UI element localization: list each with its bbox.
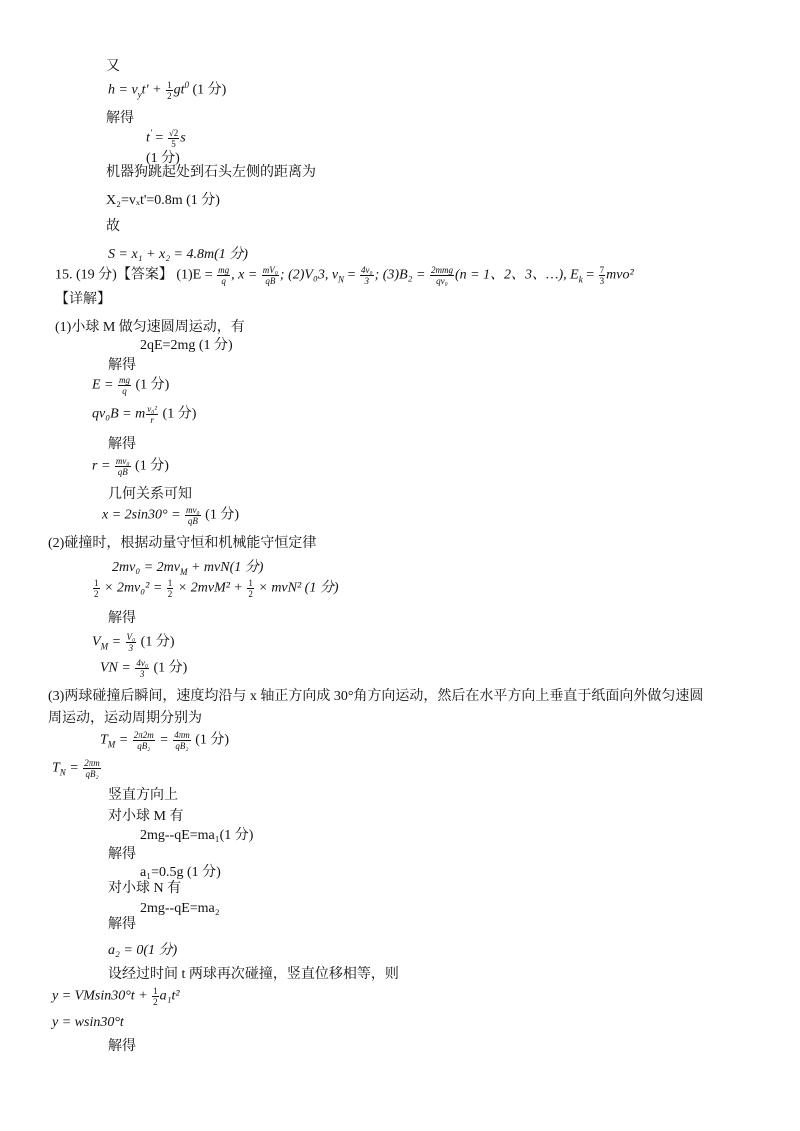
equation-energy: $\frac{1}{2}$ × 2mv₀² = $\frac{1}{2}$ × 2mvM² + $\frac{1}{2}$ × mvN² (1 分) — [94, 578, 339, 599]
text-jiede: 解得 — [106, 111, 134, 126]
equation-h: $h = v_yt'$ + $\frac{1}{2}$ $gt^0$ (1 分) — [108, 80, 227, 101]
text-distance-description: 机器狗跳起处到石头左侧的距离为 — [106, 165, 316, 180]
section-heading-detail: 【详解】 — [55, 292, 111, 307]
text-jiede: 解得 — [108, 358, 136, 373]
equation-y-m: y = VMsin30°t + $\frac{1}{2}$ a₁t² — [52, 986, 180, 1007]
text-ball-m: 对小球 M 有 — [108, 809, 184, 824]
equation-x2: X₂=vₓt'=0.8m (1 分) — [106, 193, 220, 208]
equation-qv0b: qv₀B = m $\frac{\text{v₀²}}{r}$ (1 分) — [92, 404, 197, 425]
text-collision: 设经过时间 t 两球再次碰撞，竖直位移相等，则 — [108, 967, 399, 982]
text-part1: (1)小球 M 做匀速圆周运动，有 — [55, 320, 245, 335]
equation-s: S = x₁ + x₂ = 4.8m(1 分) — [108, 247, 248, 262]
text-jiede: 解得 — [108, 611, 136, 626]
equation-a2: a₂ = 0(1 分) — [108, 943, 178, 958]
equation-2qe: 2qE=2mg (1 分) — [140, 338, 233, 353]
answer-line: 15. (19 分)【答案】 (1)E = $\frac{mg}{q}$ , x = $\frac{\text{mV₀}}{qB}$ ; (2)V₀3, $v_N$ = $\frac{\text{4v₀}}{3}$ ; (3)B₂ = $\frac{\text{2mmg}}{\text{qv₀}}$ (n = 1、2、3、…), $E_k$ = $\frac{7}{3}$ mvo² — [55, 265, 634, 286]
text-part3: (3)两球碰撞后瞬间，速度均沿与 x 轴正方向成 30°角方向运动，然后在水平方向上垂直于纸面向外做匀速圆 — [48, 689, 704, 704]
equation-vn: VN = $\frac{\text{4v₀}}{3}$ (1 分) — [100, 658, 188, 679]
text-jiede: 解得 — [108, 1039, 136, 1054]
text-geometry: 几何关系可知 — [108, 487, 192, 502]
equation-ma2: 2mg--qE=ma₂ — [140, 901, 220, 916]
equation-t-prime: t′ = $\frac{√2}{5}$ s — [146, 128, 186, 149]
equation-ma1: 2mg--qE=ma₁(1 分) — [140, 828, 254, 843]
text-jiede: 解得 — [108, 847, 136, 862]
equation-tn: $T_N$ = $\frac{2\pi m}{\text{qB₂}}$ — [52, 758, 100, 779]
equation-a1: a₁=0.5g (1 分) — [140, 865, 221, 880]
text-you: 又 — [106, 59, 120, 74]
text-part2: (2)碰撞时，根据动量守恒和机械能守恒定律 — [48, 536, 317, 551]
text-gu: 故 — [106, 219, 120, 234]
equation-vm: $V_M$ = $\frac{\text{V₀}}{3}$ (1 分) — [92, 632, 175, 653]
text-jiede: 解得 — [108, 437, 136, 452]
text-jiede: 解得 — [108, 917, 136, 932]
text-period: 周运动，运动周期分别为 — [48, 711, 202, 726]
score-label: (1 分) — [146, 151, 180, 166]
equation-e: E = $\frac{mg}{q}$ (1 分) — [92, 375, 170, 396]
equation-momentum: $2mv_0 = 2mv_M + mvN(1$ 分) — [112, 560, 264, 577]
text-ball-n: 对小球 N 有 — [108, 881, 182, 896]
equation-y-n: y = wsin30°t — [52, 1015, 124, 1030]
text-vertical: 竖直方向上 — [108, 788, 178, 803]
equation-tm: $T_M$ = $\frac{2\pi 2m}{\text{qB₂}}$ = $\frac{4\pi m}{\text{qB₂}}$ (1 分) — [100, 730, 230, 751]
equation-r: r = $\frac{\text{mv₀}}{qB}$ (1 分) — [92, 456, 169, 477]
equation-x: x = 2sin30° = $\frac{\text{mv₀}}{qB}$ (1 分) — [102, 505, 239, 526]
